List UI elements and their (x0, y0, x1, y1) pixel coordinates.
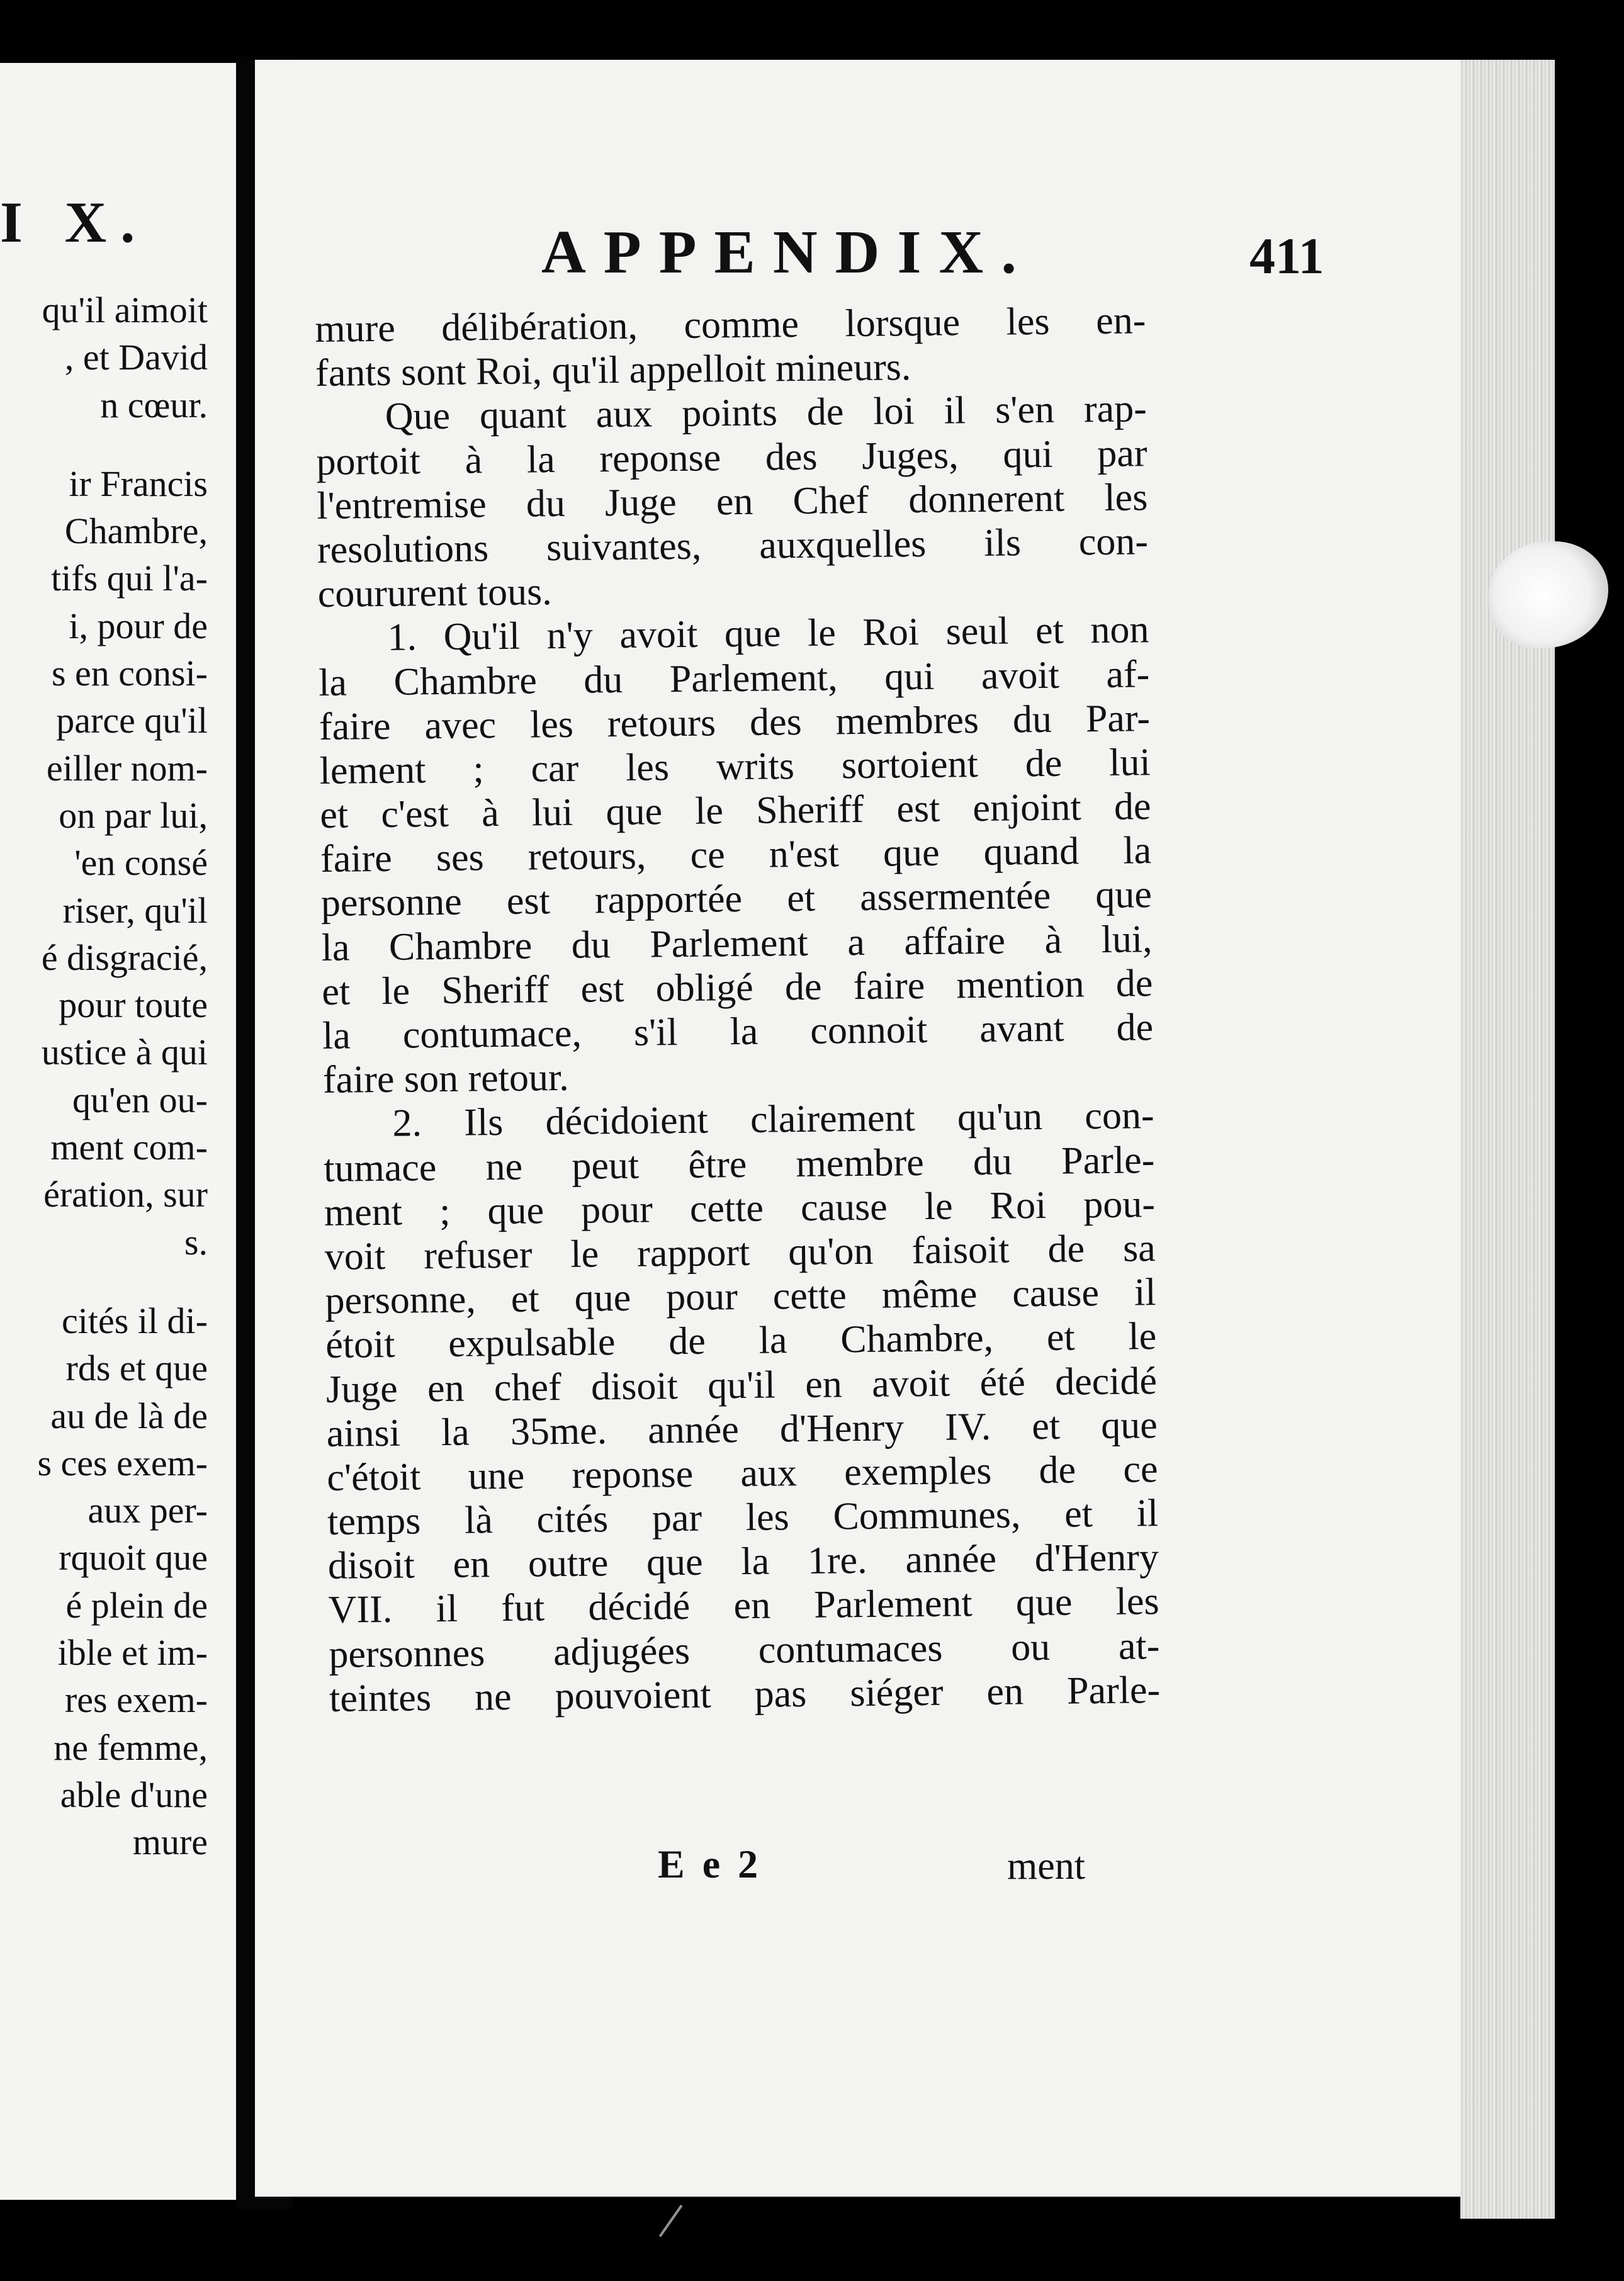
text-line: personnes adjugées contumaces ou at- (329, 1624, 1160, 1676)
text-line: 2. Ils décidoient clairement qu'un con- (392, 1094, 1154, 1146)
text-line: teintes ne pouvoient pas siéger en Parle- (329, 1668, 1161, 1720)
paper-tab (1489, 541, 1608, 648)
text-line: ainsi la 35me. année d'Henry IV. et que (326, 1403, 1158, 1455)
text-line: faire ses retours, ce n'est que quand la (320, 829, 1152, 881)
left-line: s ces exem- (37, 1442, 208, 1484)
left-line: pour toute (59, 984, 208, 1026)
text-line: et c'est à lui que le Sheriff est enjoint de (320, 785, 1151, 837)
left-line-gap (0, 1266, 208, 1297)
left-line: 'en consé (74, 842, 208, 884)
text-line: personne est rapportée et assermentée que (320, 873, 1153, 925)
left-facing-page (0, 63, 236, 2200)
text-line: la Chambre du Parlement, qui avoit af- (318, 652, 1150, 704)
left-line: , et David (64, 337, 208, 378)
left-line: s. (184, 1221, 208, 1263)
left-line: parce qu'il (56, 700, 208, 741)
left-line: res exem- (64, 1679, 208, 1721)
page-number: 411 (1249, 227, 1324, 284)
text-line: coururent tous. (317, 570, 553, 616)
text-line: la Chambre du Parlement a affaire à lui, (321, 917, 1153, 969)
left-line: able d'une (60, 1774, 208, 1815)
left-line-gap (0, 429, 208, 460)
text-line: resolutions suivantes, auxquelles ils con- (317, 520, 1149, 572)
left-line: ne femme, (54, 1726, 208, 1768)
running-head: APPENDIX. (541, 218, 1034, 286)
left-line: ment com- (50, 1127, 208, 1168)
left-line: eiller nom- (46, 747, 208, 789)
text-line: temps là cités par les Communes, et il (327, 1492, 1159, 1543)
left-running-head: I X. (0, 190, 149, 254)
scan-speck (659, 2205, 703, 2251)
page-edge-stack (1460, 60, 1555, 2219)
left-line: on par lui, (59, 794, 208, 836)
left-line: tifs qui l'a- (51, 558, 208, 599)
left-line: ération, sur (43, 1174, 208, 1215)
text-line: personne, et que pour cette même cause il (325, 1271, 1156, 1323)
left-line: s en consi- (51, 653, 208, 694)
left-line: riser, qu'il (62, 889, 208, 931)
text-line: disoit en outre que la 1re. année d'Henry (327, 1536, 1159, 1588)
text-line: portoit à la reponse des Juges, qui par (316, 431, 1148, 483)
text-line: mure délibération, comme lorsque les en- (315, 299, 1146, 351)
left-line: é disgracié, (41, 937, 208, 978)
text-line: 1. Qu'il n'y avoit que le Roi seul et non (387, 608, 1149, 660)
signature-mark: E e 2 (658, 1842, 762, 1886)
text-line: faire avec les retours des membres du Par- (319, 696, 1151, 748)
text-line: Que quant aux points de loi il s'en rap- (385, 387, 1148, 439)
text-line: l'entremise du Juge en Chef donnerent les (316, 475, 1148, 527)
text-line: la contumace, s'il la connoit avant de (322, 1006, 1154, 1057)
text-line: fants sont Roi, qu'il appelloit mineurs. (315, 346, 911, 395)
left-line: au de là de (50, 1395, 208, 1436)
left-line: ir Francis (69, 463, 208, 504)
left-line: rquoit que (59, 1537, 208, 1579)
left-line: ustice à qui (41, 1032, 208, 1073)
text-line: lement ; car les writs sortoient de lui (319, 741, 1151, 792)
text-line: VII. il fut décidé en Parlement que les (328, 1580, 1159, 1632)
text-line: Juge en chef disoit qu'il en avoit été decidé (325, 1359, 1158, 1411)
left-line: n cœur. (100, 384, 208, 425)
text-line: et le Sheriff est obligé de faire mention de (322, 961, 1153, 1013)
text-line: faire son retour. (322, 1056, 570, 1102)
left-line: i, pour de (69, 605, 208, 646)
left-line: aux per- (87, 1490, 208, 1531)
text-line: voit refuser le rapport qu'on faisoit de sa (324, 1227, 1156, 1278)
left-line: qu'en ou- (72, 1079, 208, 1120)
left-line: Chambre, (64, 510, 208, 552)
body-text (315, 298, 1160, 1721)
left-page-text (0, 286, 208, 1866)
left-line: rds et que (65, 1348, 208, 1389)
left-line: ible et im- (57, 1632, 208, 1674)
left-line: é plein de (65, 1584, 208, 1626)
left-line: mure (132, 1822, 208, 1863)
text-line: c'étoit une reponse aux exemples de ce (327, 1447, 1158, 1499)
left-line: qu'il aimoit (42, 290, 208, 330)
catchword: ment (1007, 1845, 1085, 1888)
left-line: cités il di- (62, 1300, 208, 1341)
text-line: ment ; que pour cette cause le Roi pou- (324, 1182, 1156, 1234)
text-line: étoit expulsable de la Chambre, et le (325, 1315, 1157, 1367)
text-line: tumace ne peut être membre du Parle- (323, 1138, 1155, 1190)
